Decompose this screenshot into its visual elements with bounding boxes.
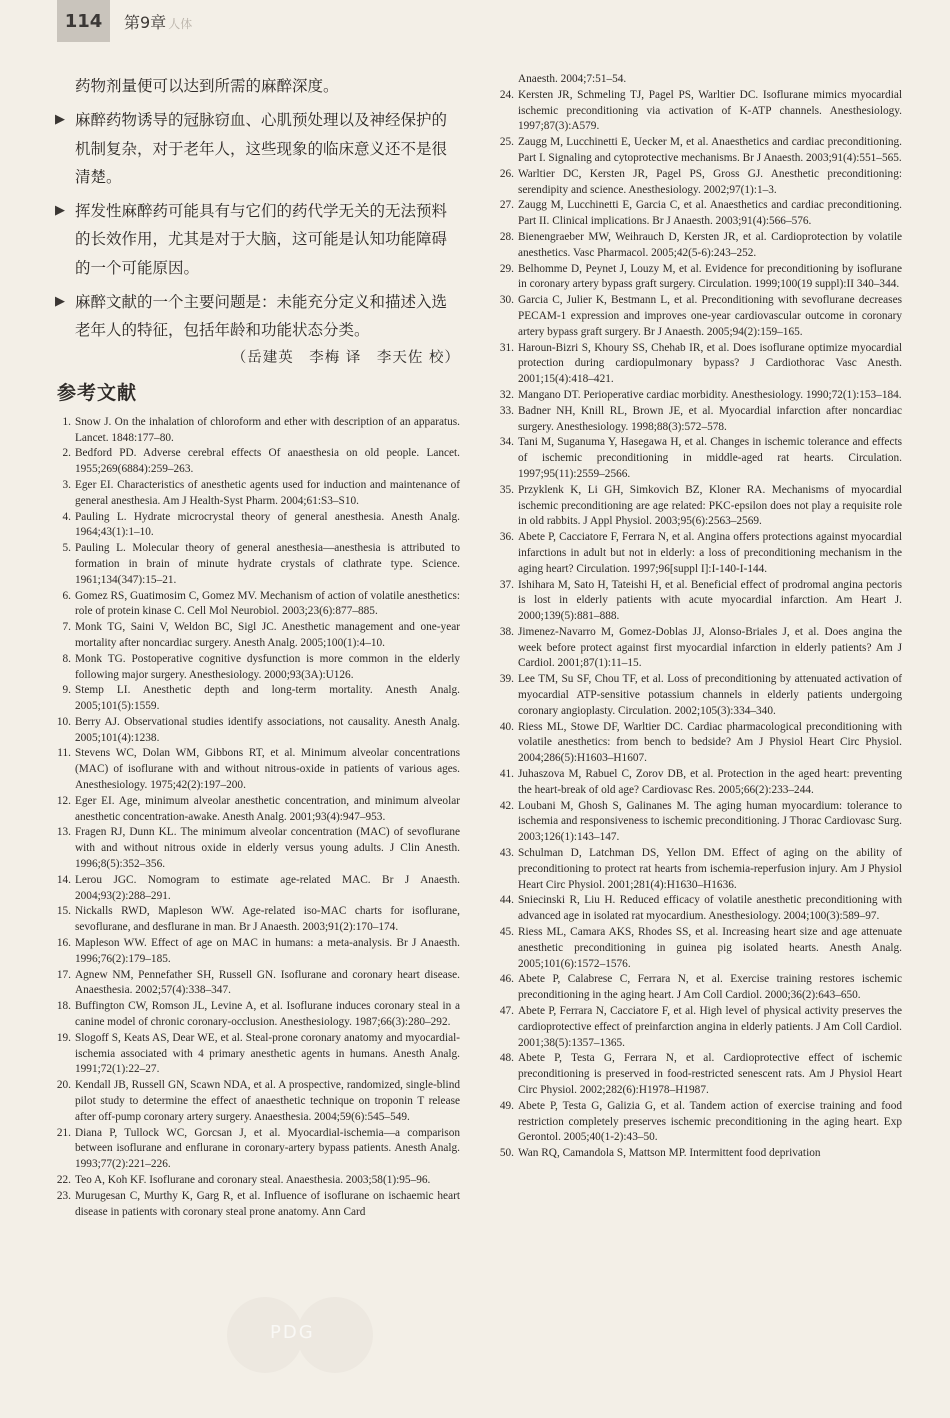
reference-continuation-text: Anaesth. 2004;7:51–54. — [518, 73, 627, 85]
reference-item — [498, 404, 902, 436]
reference-text: Riess ML, Stowe DF, Warltier DC. Cardiac pharmacological preconditioning with volatile anesthetics: from bench to bedside? Am J Physiol Heart Circ Physiol. 2004;286(5):H1603–H1607. — [518, 720, 902, 765]
reference-number: 28. — [499, 230, 514, 243]
summary-bullets — [55, 106, 460, 345]
reference-item — [498, 483, 902, 530]
reference-item — [55, 478, 460, 510]
reference-text: Loubani M, Ghosh S, Galinanes M. The aging human myocardium: tolerance to ischemia and responsiveness to ischemic preconditioning. J Thorac Cardiovasc Surg. 2003;126(1):143–147. — [518, 799, 902, 844]
reference-text: Mapleson WW. Effect of age on MAC in humans: a meta-analysis. Br J Anaesth. 1996;76(2):179–185. — [75, 937, 460, 965]
reference-text: Bienengraeber MW, Weihrauch D, Kersten JR, et al. Cardioprotection by volatile anesthetics. Vasc Pharmacol. 2005;42(5-6):243–252. — [518, 230, 902, 259]
reference-number: 2. — [62, 447, 71, 460]
reference-text: Monk TG. Postoperative cognitive dysfunction is more common in the elderly following major surgery. Anesthesiology. 2000;93(3A):U126. — [75, 652, 460, 681]
reference-text: Warltier DC, Kersten JR, Pagel PS, Gross GJ. Anesthetic preconditioning: serendipity and science. Anesthesiology. 2002;97(1):1–3. — [518, 167, 902, 196]
reference-number: 18. — [56, 1000, 71, 1013]
reference-number: 16. — [56, 937, 71, 950]
reference-number: 13. — [56, 826, 71, 839]
reference-text: Snow J. On the inhalation of chloroform and ether with description of an apparatus. Lancet. 1848:177–80. — [75, 415, 460, 444]
reference-number: 10. — [56, 715, 71, 728]
reference-number: 22. — [56, 1174, 71, 1186]
reference-item — [498, 230, 902, 262]
reference-text: Teo A, Koh KF. Isoflurane and coronary steal. Anaesthesia. 2003;58(1):95–96. — [75, 1174, 431, 1186]
reference-text: Zaugg M, Lucchinetti E, Garcia C, et al. Anaesthetics and cardiac preconditioning. Part II. Clinical implications. Br J Anaesth. 2003;91(4):566–576. — [518, 199, 902, 228]
reference-text: Garcia C, Julier K, Bestmann L, et al. Preconditioning with sevoflurane decreases PECAM-1 expression and improves one-year cardiovascular outcome in coronary artery bypass graft surgery. Br J Anaesth. 2005;94(2):159–165. — [518, 294, 902, 338]
reference-list-left — [55, 415, 460, 1221]
page-header — [0, 0, 950, 44]
reference-text: Abete P, Cacciatore F, Ferrara N, et al. Angina offers protections against myocardial infarctions in adult but not in elderly: a loss of preconditioning mechanism in the aging heart? Circulation. 1997;96[suppl I]:I-140-I-144. — [518, 531, 902, 575]
reference-item — [498, 1099, 902, 1146]
reference-text: Jimenez-Navarro M, Gomez-Doblas JJ, Alonso-Briales J, et al. Does angina the week before protect against first myocardial infarction in elderly patients? Am J Cardiol. 2001;87(1):11–15. — [518, 625, 902, 670]
reference-item — [55, 683, 460, 715]
reference-item — [55, 904, 460, 936]
reference-text: Abete P, Ferrara N, Cacciatore F, et al. High level of physical activity preserves the cardioprotective effect of preinfarction angina in elderly patients. J Am Coll Cardiol. 2001;38(5):1357–1365. — [518, 1005, 902, 1049]
reference-number: 30. — [499, 294, 514, 307]
reference-item — [55, 715, 460, 747]
reference-number: 6. — [62, 589, 71, 602]
reference-text: Zaugg M, Lucchinetti E, Uecker M, et al. Anaesthetics and cardiac preconditioning. Part I. Signaling and cytoprotective mechanisms. Br J Anaesth. 2003;91(4):551–565. — [518, 136, 902, 164]
reference-text: Buffington CW, Romson JL, Levine A, et al. Isoflurane induces coronary steal in a canine model of chronic coronary-occlusion. Anesthesiology. 1987;66(3):280–292. — [75, 1000, 460, 1029]
reference-item — [498, 88, 902, 135]
references-heading: 参考文献 — [57, 381, 138, 404]
reference-number: 3. — [62, 478, 71, 491]
reference-text: Nickalls RWD, Mapleson WW. Age-related iso-MAC charts for isoflurane, sevoflurane, and desflurane in man. Br J Anaesth. 2003;91(2):170–174. — [75, 905, 460, 934]
page-number: 114 — [57, 0, 110, 42]
reference-text: Wan RQ, Camandola S, Mattson MP. Intermittent food deprivation — [518, 1147, 821, 1160]
reference-item — [498, 135, 902, 167]
reference-item — [498, 1004, 902, 1051]
bullet-text: 挥发性麻醉药可能具有与它们的药代学无关的无法预料的长效作用，尤其是对于大脑，这可能是认知功能障碍的一个可能原因。 — [75, 201, 448, 277]
reference-number: 5. — [62, 542, 71, 555]
reference-item — [498, 167, 902, 199]
reference-item — [498, 720, 902, 767]
triangle-bullet-icon: ▶ — [55, 293, 65, 309]
reference-item — [498, 893, 902, 925]
reference-text: Eger EI. Age, minimum alveolar anesthetic concentration, and minimum alveolar anesthetic concentration-awake. Anesth Analg. 2001;93(4):947–953. — [75, 794, 460, 823]
reference-text: Berry AJ. Observational studies identify associations, not causality. Anesth Analg. 2005;101(4):1238. — [75, 715, 460, 744]
reference-number: 4. — [62, 510, 71, 523]
reference-item — [55, 968, 460, 1000]
reference-text: Belhomme D, Peynet J, Louzy M, et al. Evidence for preconditioning by isoflurane in coronary artery bypass graft surgery. Circulation. 1999;100(19 suppl):II 340–344. — [518, 262, 902, 291]
reference-text: Eger EI. Characteristics of anesthetic agents used for induction and maintenance of general anesthesia. Am J Health-Syst Pharm. 2004;61:S3–S10. — [75, 478, 460, 507]
reference-text: Juhaszova M, Rabuel C, Zorov DB, et al. Protection in the aged heart: preventing the heart-break of old age? Cardiovasc Res. 2005;66(2):233–244. — [518, 768, 902, 796]
reference-number: 29. — [499, 262, 514, 275]
reference-text: Haroun-Bizri S, Khoury SS, Chehab IR, et al. Does isoflurane optimize myocardial protection during cardiopulmonary bypass? J Cardiothorac Vasc Anesth. 2001;15(4):418–421. — [518, 341, 902, 386]
reference-item — [55, 1173, 460, 1189]
reference-item — [55, 589, 460, 621]
reference-item — [498, 1146, 902, 1162]
reference-item — [55, 510, 460, 542]
reference-text: Diana P, Tullock WC, Gorcsan J, et al. Myocardial-ischemia—a comparison between isoflurane and enflurane in coronary-artery bypass patients. Anesth Analg. 1993;77(2):221–226. — [75, 1126, 460, 1171]
reference-item — [55, 873, 460, 905]
reference-number: 50. — [499, 1147, 514, 1160]
reference-text: Riess ML, Camara AKS, Rhodes SS, et al. Increasing heart size and age attenuate anesthetic preconditioning in guinea pig isolated hearts. Anesth Analg. 2005;101(6):1572–1576. — [518, 926, 902, 970]
reference-number: 36. — [499, 531, 514, 544]
reference-item — [498, 578, 902, 625]
left-column — [55, 72, 460, 1220]
bullet-text: 麻醉药物诱导的冠脉窃血、心肌预处理以及神经保护的机制复杂，对于老年人，这些现象的临床意义还不是很清楚。 — [75, 111, 448, 187]
reference-number: 31. — [499, 341, 514, 354]
reference-text: Badner NH, Knill RL, Brown JE, et al. Myocardial infarction after noncardiac surgery. Anesthesiology. 1998;88(3):572–578. — [518, 404, 902, 433]
reference-number: 14. — [56, 873, 71, 886]
reference-text: Abete P, Testa G, Ferrara N, et al. Cardioprotective effect of ischemic preconditioning is preserved in food-restricted senescent rats. Am J Physiol Heart Circ Physiol. 2002;282(6):H1978–H1987. — [518, 1052, 902, 1096]
chapter-title — [124, 10, 192, 33]
reference-number: 43. — [499, 847, 514, 860]
reference-item — [498, 293, 902, 340]
reference-item — [498, 625, 902, 672]
reference-item — [498, 1051, 902, 1098]
reference-number: 33. — [499, 404, 514, 417]
reference-number: 34. — [499, 436, 514, 449]
reference-number: 9. — [62, 684, 71, 697]
reference-number: 46. — [499, 973, 514, 986]
reference-number: 42. — [499, 799, 514, 812]
reference-number: 23. — [56, 1189, 71, 1202]
bullet-item — [55, 106, 460, 192]
reference-text: Fragen RJ, Dunn KL. The minimum alveolar concentration (MAC) of sevoflurane with and without nitrous oxide in elderly versus young adults. J Clin Anesth. 1996;8(5):352–356. — [75, 826, 460, 871]
reference-text: Kendall JB, Russell GN, Scawn NDA, et al. A prospective, randomized, single-blind pilot study to determine the effect of anaesthetic technique on troponin T release after off-pump coronary artery surgery. Anaesthesia. 2004;59(6):545–549. — [75, 1079, 460, 1123]
reference-text: Monk TG, Saini V, Weldon BC, Sigl JC. Anesthetic management and one-year mortality after noncardiac surgery. Anesth Analg. 2005;100(1):4–10. — [75, 621, 460, 649]
triangle-bullet-icon: ▶ — [55, 202, 65, 218]
reference-number: 7. — [62, 621, 71, 634]
reference-number: 37. — [499, 578, 514, 591]
intro-paragraph: 药物剂量便可以达到所需的麻醉深度。 — [75, 77, 339, 95]
reference-item — [55, 620, 460, 652]
reference-text: Tani M, Suganuma Y, Hasegawa H, et al. Changes in ischemic tolerance and effects of ischemic preconditioning in middle-aged rat hearts. Circulation. 1997;95(11):2559–2566. — [518, 436, 902, 480]
reference-number: 24. — [499, 88, 514, 101]
reference-number: 11. — [57, 747, 71, 760]
reference-number: 44. — [499, 894, 514, 907]
reference-text: Pauling L. Molecular theory of general anesthesia—anesthesia is attributed to formation in brain of minute hydrate crystals of clathrate type. Science. 1961;134(347):15–21. — [75, 542, 460, 586]
reference-item — [55, 1189, 460, 1221]
reference-item — [55, 999, 460, 1031]
reference-number: 39. — [499, 673, 514, 686]
reference-number: 47. — [499, 1005, 514, 1018]
reference-text: Gomez RS, Guatimosim C, Gomez MV. Mechanism of action of volatile anesthetics: role of protein kinase C. Cell Mol Neurobiol. 2003;23(6):877–885. — [75, 589, 460, 618]
reference-item — [498, 341, 902, 388]
reference-item — [498, 799, 902, 846]
bullet-text: 麻醉文献的一个主要问题是：未能充分定义和描述入选老年人的特征，包括年龄和功能状态分类。 — [75, 292, 448, 340]
reference-number: 25. — [499, 136, 514, 149]
reference-number: 48. — [499, 1052, 514, 1065]
reference-text: Stemp LI. Anesthetic depth and long-term mortality. Anesth Analg. 2005;101(5):1559. — [75, 684, 460, 713]
reference-item — [498, 672, 902, 719]
reference-item — [498, 925, 902, 972]
reference-text: Mangano DT. Perioperative cardiac morbidity. Anesthesiology. 1990;72(1):153–184. — [518, 388, 902, 401]
reference-number: 19. — [56, 1031, 71, 1044]
reference-continuation — [498, 72, 902, 88]
reference-text: Kersten JR, Schmeling TJ, Pagel PS, Warltier DC. Isoflurane mimics myocardial ischemic preconditioning via activation of K-ATP channels. Anesthesiology. 1997;87(3):A579. — [518, 88, 902, 133]
chapter-label: 第9章 — [124, 13, 167, 32]
reference-item — [55, 936, 460, 968]
reference-text: Slogoff S, Keats AS, Dear WE, et al. Steal-prone coronary anatomy and myocardial-ischemia associated with 4 primary anesthetic agents in humans. Anesth Analg. 1991;72(1):22–27. — [75, 1031, 460, 1076]
reference-item — [498, 435, 902, 482]
reference-text: Pauling L. Hydrate microcrystal theory of general anesthesia. Anesth Analg. 1964;43(1):1–10. — [75, 510, 460, 539]
reference-text: Lee TM, Su SF, Chou TF, et al. Loss of preconditioning by attenuated activation of myocardial ATP-sensitive potassium channels in elderly patients undergoing coronary angioplasty. Circulation. 2002;105(3):334–340. — [518, 673, 902, 717]
reference-text: Przyklenk K, Li GH, Simkovich BZ, Kloner RA. Mechanisms of myocardial ischemic preconditioning are age related: PKC-epsilon does not play a requisite role in old rabbits. J Appl Physiol. 2003;95(6):2563–2569. — [518, 483, 902, 528]
triangle-bullet-icon: ▶ — [55, 112, 65, 127]
reference-item — [55, 541, 460, 588]
reference-text: Ishihara M, Sato H, Tateishi H, et al. Beneficial effect of prodromal angina pectoris is lost in elderly patients with acute myocardial infarction. Am Heart J. 2000;139(5):881–888. — [518, 578, 902, 623]
reference-text: Stevens WC, Dolan WM, Gibbons RT, et al. Minimum alveolar concentrations (MAC) of isoflurane with and without nitrous-oxide in patients of various ages. Anesthesiology. 1975;42(2):197–200. — [75, 747, 460, 792]
reference-number: 26. — [499, 167, 514, 180]
reference-number: 41. — [499, 768, 514, 781]
right-column — [498, 72, 902, 1162]
reference-number: 17. — [56, 968, 71, 981]
reference-item — [55, 415, 460, 447]
reference-number: 49. — [499, 1099, 514, 1112]
reference-text: Agnew NM, Pennefather SH, Russell GN. Isoflurane and coronary heart disease. Anaesthesia. 2002;57(4):338–347. — [75, 968, 460, 997]
reference-item — [55, 794, 460, 826]
watermark-text: PDG — [270, 1322, 315, 1343]
bullet-item — [55, 197, 460, 283]
reference-list-right — [498, 88, 902, 1162]
reference-item — [55, 1078, 460, 1125]
reference-number: 35. — [499, 483, 514, 496]
reference-number: 15. — [56, 905, 71, 918]
chapter-extra: 人体 — [168, 17, 193, 31]
reference-item — [55, 825, 460, 872]
reference-text: Lerou JGC. Nomogram to estimate age-related MAC. Br J Anaesth. 2004;93(2):288–291. — [75, 873, 460, 902]
reference-number: 40. — [499, 720, 514, 733]
reference-item — [55, 652, 460, 684]
reference-number: 27. — [499, 199, 514, 212]
reference-number: 32. — [499, 388, 514, 401]
reference-number: 21. — [56, 1126, 71, 1139]
reference-item — [498, 262, 902, 294]
reference-item — [55, 746, 460, 793]
reference-item — [498, 846, 902, 893]
reference-text: Bedford PD. Adverse cerebral effects Of anaesthesia on old people. Lancet. 1955;269(6884):259–263. — [75, 447, 460, 476]
reference-item — [55, 1031, 460, 1078]
reference-text: Schulman D, Latchman DS, Yellon DM. Effect of aging on the ability of preconditioning to protect rat hearts from ischemia-reperfusion injury. Am J Physiol Heart Circ Physiol. 2001;281(4):H1630–H1636. — [518, 847, 902, 891]
reference-number: 8. — [62, 652, 71, 665]
translator-credit: （岳建英 李梅 译 李天佐 校） — [231, 349, 460, 366]
reference-number: 38. — [499, 625, 514, 638]
bullet-item — [55, 288, 460, 345]
reference-text: Abete P, Testa G, Galizia G, et al. Tandem action of exercise training and food restriction completely preserves ischemic preconditioning in the aging heart. Exp Gerontol. 2005;40(1-2):43–50. — [518, 1099, 902, 1144]
reference-item — [55, 1126, 460, 1173]
reference-item — [498, 767, 902, 799]
reference-text: Murugesan C, Murthy K, Garg R, et al. Influence of isoflurane on ischaemic heart disease in patients with coronary steal prone anatomy. Ann Card — [75, 1189, 460, 1218]
reference-item — [498, 972, 902, 1004]
reference-item — [55, 446, 460, 478]
reference-number: 12. — [56, 794, 71, 807]
reference-item — [498, 198, 902, 230]
reference-number: 1. — [62, 415, 71, 428]
reference-number: 45. — [499, 926, 514, 939]
reference-text: Abete P, Calabrese C, Ferrara N, et al. Exercise training restores ischemic preconditioning in the aging heart. J Am Coll Cardiol. 2000;36(2):643–650. — [518, 973, 902, 1002]
reference-number: 20. — [56, 1079, 71, 1092]
reference-item — [498, 388, 902, 404]
reference-item — [498, 530, 902, 577]
reference-text: Sniecinski R, Liu H. Reduced efficacy of volatile anesthetic preconditioning with advanced age in isolated rat myocardium. Anesthesiology. 2004;100(3):589–97. — [518, 894, 902, 923]
